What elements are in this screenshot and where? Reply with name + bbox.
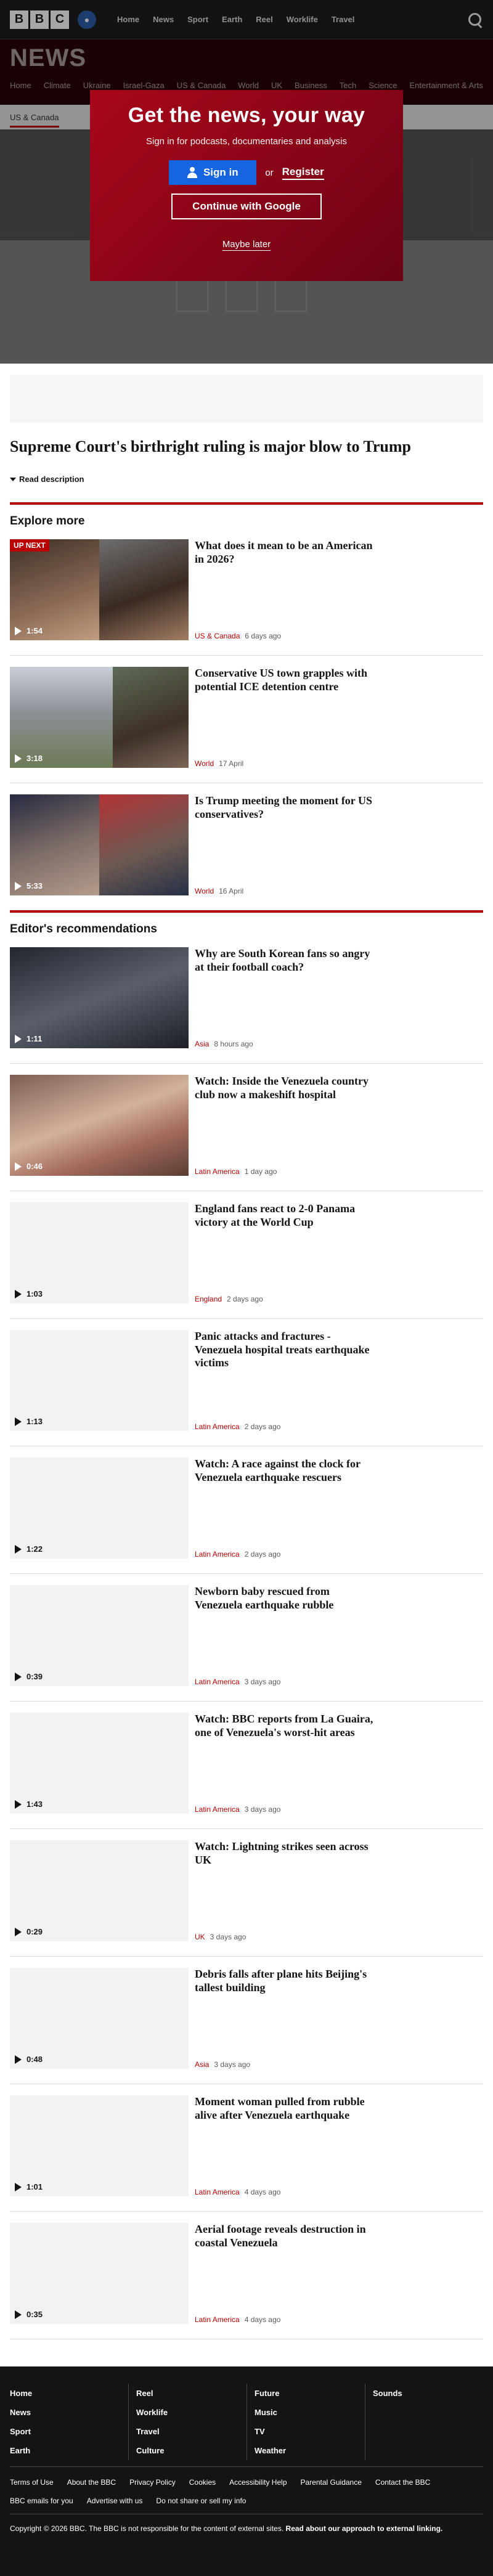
card-time: 4 days ago	[244, 2315, 281, 2324]
list-item[interactable]	[10, 1574, 483, 1702]
footer-legal-link[interactable]: Terms of Use	[10, 2478, 54, 2487]
list-item[interactable]	[10, 1702, 483, 1829]
duration-text: 0:39	[26, 1672, 43, 1681]
footer-link[interactable]: Weather	[255, 2446, 287, 2455]
video-thumbnail[interactable]	[10, 1585, 189, 1686]
card-tag[interactable]: UK	[195, 1933, 205, 1941]
card-meta	[195, 887, 243, 895]
card-time: 2 days ago	[244, 1422, 281, 1431]
card-meta	[195, 1677, 280, 1686]
copyright-text: Copyright © 2026 BBC. The BBC is not responsible for the content of external sites.	[10, 2524, 284, 2533]
card-time: 8 hours ago	[214, 1040, 253, 1048]
play-icon	[15, 2055, 22, 2064]
play-icon	[15, 882, 22, 891]
video-thumbnail[interactable]	[10, 1713, 189, 1814]
modal-title: Get the news, your way	[128, 104, 365, 127]
thumbnail-image	[99, 539, 189, 640]
card-body	[195, 1330, 373, 1431]
video-duration	[15, 881, 43, 891]
continue-with-google-button[interactable]: Continue with Google	[171, 194, 322, 219]
nav-reel[interactable]: Reel	[256, 15, 273, 24]
card-body	[195, 667, 373, 768]
editors-recommendations-title: Editor's recommendations	[10, 923, 157, 935]
news-logo[interactable]: NEWS	[10, 44, 86, 71]
play-icon	[15, 1800, 22, 1809]
player-placeholder	[10, 375, 483, 423]
duration-text: 0:48	[26, 2055, 43, 2064]
duration-text: 1:43	[26, 1800, 43, 1809]
card-title[interactable]: Watch: Lightning strikes seen across UK	[195, 1840, 369, 1866]
list-item[interactable]	[10, 1446, 483, 1574]
up-next-badge: UP NEXT	[10, 539, 49, 552]
duration-text: 3:18	[26, 754, 43, 763]
video-duration	[15, 626, 43, 635]
share-icon[interactable]	[176, 280, 208, 312]
footer-link[interactable]: Future	[255, 2389, 280, 2398]
footer-legal-link[interactable]: BBC emails for you	[10, 2497, 73, 2505]
footer-column	[10, 2384, 128, 2460]
card-body	[195, 539, 373, 640]
list-item[interactable]	[10, 2084, 483, 2212]
card-tag[interactable]: Latin America	[195, 2315, 240, 2324]
news-subnav	[0, 72, 493, 90]
register-link[interactable]: Register	[282, 166, 324, 180]
subnav-active-us-canada[interactable]: US & Canada	[10, 107, 59, 128]
card-body	[195, 1968, 373, 2069]
editors-recommendations-list	[0, 936, 493, 2339]
footer-link[interactable]: Earth	[10, 2446, 31, 2455]
subnav-item[interactable]: US & Canada	[176, 81, 226, 90]
video-thumbnail[interactable]	[10, 1968, 189, 2069]
search-icon[interactable]	[467, 12, 483, 28]
subnav-item[interactable]: Climate	[43, 81, 71, 90]
card-title[interactable]: Why are South Korean fans so angry at their football coach?	[195, 947, 370, 973]
site-footer	[0, 2366, 493, 2576]
card-meta	[195, 1040, 253, 1048]
play-icon	[15, 754, 22, 763]
card-tag[interactable]: Latin America	[195, 1550, 240, 1559]
duration-text: 1:13	[26, 1417, 43, 1426]
video-thumbnail[interactable]	[10, 947, 189, 1048]
list-item[interactable]	[10, 1829, 483, 1957]
card-time: 3 days ago	[214, 2060, 251, 2069]
subnav-item[interactable]: Tech	[339, 81, 357, 90]
card-tag[interactable]: Latin America	[195, 1805, 240, 1814]
card-body	[195, 1202, 373, 1303]
footer-column	[128, 2384, 246, 2460]
card-tag[interactable]: Latin America	[195, 1677, 240, 1686]
footer-nav	[0, 2366, 493, 2460]
duration-text: 1:22	[26, 1544, 43, 1554]
nav-earth[interactable]: Earth	[222, 15, 243, 24]
card-title[interactable]: Watch: BBC reports from La Guaira, one of Venezuela's worst-hit areas	[195, 1713, 373, 1738]
explore-more-list	[0, 528, 493, 910]
list-item[interactable]	[10, 2212, 483, 2339]
subnav-item[interactable]: Ukraine	[83, 81, 111, 90]
card-title[interactable]: Is Trump meeting the moment for US conservatives?	[195, 794, 372, 820]
footer-link[interactable]: Culture	[136, 2446, 165, 2455]
card-time: 17 April	[219, 759, 244, 768]
list-item[interactable]	[10, 1319, 483, 1446]
subnav-item[interactable]: UK	[271, 81, 283, 90]
footer-legal-link[interactable]: Advertise with us	[86, 2497, 143, 2505]
duration-text: 0:35	[26, 2310, 43, 2319]
external-linking-link[interactable]: Read about our approach to external linking.	[285, 2524, 443, 2533]
duration-text: 0:29	[26, 1927, 43, 1936]
footer-column	[365, 2384, 483, 2460]
card-time: 16 April	[219, 887, 244, 895]
card-tag[interactable]: World	[195, 759, 214, 768]
play-icon	[15, 1162, 22, 1171]
footer-link[interactable]: Sounds	[373, 2389, 402, 2398]
share-icons	[176, 280, 307, 312]
card-meta	[195, 1167, 277, 1176]
card-body	[195, 2095, 373, 2196]
video-duration	[15, 1034, 42, 1043]
play-icon	[15, 1545, 22, 1554]
person-icon	[187, 167, 197, 178]
read-description-toggle[interactable]	[0, 456, 493, 484]
video-duration	[15, 1800, 43, 1809]
thumbnail-image	[10, 667, 113, 768]
card-title[interactable]: Newborn baby rescued from Venezuela earthquake rubble	[195, 1585, 334, 1611]
card-body	[195, 1585, 373, 1686]
card-tag[interactable]: World	[195, 887, 214, 895]
card-title[interactable]: Debris falls after plane hits Beijing's tallest building	[195, 1968, 367, 1994]
card-title[interactable]: Conservative US town grapples with potential ICE detention centre	[195, 667, 368, 693]
duration-text: 0:46	[26, 1162, 43, 1171]
card-title[interactable]: Watch: Inside the Venezuela country club now a makeshift hospital	[195, 1075, 369, 1101]
list-item[interactable]	[10, 1957, 483, 2084]
video-thumbnail[interactable]	[10, 2095, 189, 2196]
play-icon	[15, 2310, 22, 2319]
subnav-item[interactable]: World	[238, 81, 259, 90]
subnav-item[interactable]: Science	[369, 81, 397, 90]
footer-link[interactable]: News	[10, 2408, 31, 2417]
play-icon	[15, 2183, 22, 2191]
footer-legal-link[interactable]: Parental Guidance	[300, 2478, 362, 2487]
video-duration	[15, 1672, 43, 1681]
card-time: 3 days ago	[244, 1805, 281, 1814]
footer-legal-link[interactable]: Do not share or sell my info	[156, 2497, 246, 2505]
card-body	[195, 2223, 373, 2324]
card-body	[195, 1713, 373, 1814]
play-icon	[15, 1928, 22, 1936]
video-thumbnail[interactable]	[10, 1202, 189, 1303]
share-icon[interactable]	[275, 280, 307, 312]
bbc-logo[interactable]	[10, 10, 69, 29]
copyright	[10, 2514, 483, 2543]
read-description-label: Read description	[19, 475, 84, 484]
card-meta	[195, 1933, 246, 1941]
nav-worklife[interactable]: Worklife	[286, 15, 318, 24]
card-meta	[195, 1295, 263, 1303]
card-tag[interactable]: Latin America	[195, 1422, 240, 1431]
or-text: or	[265, 167, 274, 178]
footer-legal-link[interactable]: About the BBC	[67, 2478, 116, 2487]
video-duration	[15, 1289, 43, 1298]
video-thumbnail[interactable]	[10, 1330, 189, 1431]
card-title[interactable]: Panic attacks and fractures - Venezuela hospital treats earthquake victims	[195, 1330, 370, 1369]
card-title[interactable]: Aerial footage reveals destruction in coastal Venezuela	[195, 2223, 366, 2249]
card-tag[interactable]: Asia	[195, 1040, 210, 1048]
play-icon	[15, 1035, 22, 1043]
subnav-item[interactable]: Home	[10, 81, 31, 90]
thumbnail-image	[113, 667, 189, 768]
card-meta	[195, 2060, 250, 2069]
list-item[interactable]	[10, 528, 483, 656]
modal-subtitle: Sign in for podcasts, documentaries and analysis	[145, 136, 347, 147]
card-title[interactable]: What does it mean to be an American in 2026?	[195, 539, 373, 565]
video-duration	[15, 1544, 43, 1554]
thumbnail-image	[99, 794, 189, 895]
nav-travel[interactable]: Travel	[331, 15, 355, 24]
logo-letter: C	[51, 10, 69, 29]
card-tag[interactable]: England	[195, 1295, 222, 1303]
video-duration	[15, 2310, 43, 2319]
card-time: 3 days ago	[244, 1677, 281, 1686]
card-meta	[195, 1422, 280, 1431]
duration-text: 1:01	[26, 2182, 43, 2191]
global-nav	[117, 15, 458, 24]
footer-legal-link[interactable]: Cookies	[189, 2478, 216, 2487]
list-item[interactable]	[10, 936, 483, 1064]
video-thumbnail[interactable]	[10, 1840, 189, 1941]
card-title[interactable]: England fans react to 2-0 Panama victory at the World Cup	[195, 1202, 356, 1228]
sign-in-label: Sign in	[203, 166, 238, 178]
list-item[interactable]	[10, 1064, 483, 1191]
card-time: 2 days ago	[244, 1550, 281, 1559]
card-body	[195, 947, 373, 1048]
subnav-item[interactable]: Entertainment & Arts	[409, 81, 483, 90]
global-header	[0, 0, 493, 39]
footer-legal-link[interactable]: Privacy Policy	[129, 2478, 176, 2487]
play-icon	[15, 1673, 22, 1681]
nav-home[interactable]: Home	[117, 15, 140, 24]
footer-legal-link[interactable]: Accessibility Help	[229, 2478, 287, 2487]
footer-legal-link[interactable]: Contact the BBC	[375, 2478, 431, 2487]
card-meta	[195, 2315, 280, 2324]
video-duration	[15, 2055, 43, 2064]
list-item[interactable]	[10, 656, 483, 783]
video-headline: Supreme Court's birthright ruling is major blow to Trump	[10, 438, 412, 455]
video-thumbnail[interactable]	[10, 2223, 189, 2324]
footer-legal-links	[10, 2466, 483, 2510]
maybe-later-link[interactable]: Maybe later	[222, 239, 271, 250]
card-body	[195, 794, 373, 895]
card-meta	[195, 2188, 280, 2196]
thumbnail-image	[10, 539, 99, 640]
card-tag[interactable]: Asia	[195, 2060, 210, 2069]
video-duration	[15, 1162, 43, 1171]
card-time: 2 days ago	[227, 1295, 263, 1303]
thumbnail-image	[10, 794, 99, 895]
list-item[interactable]	[10, 1191, 483, 1319]
card-tag[interactable]: US & Canada	[195, 632, 240, 640]
duration-text: 1:03	[26, 1289, 43, 1298]
share-icon[interactable]	[226, 280, 258, 312]
card-time: 3 days ago	[210, 1933, 246, 1941]
sign-in-modal	[90, 90, 403, 281]
duration-text: 5:33	[26, 881, 43, 891]
card-meta	[195, 1805, 280, 1814]
nav-news[interactable]: News	[153, 15, 174, 24]
footer-link[interactable]: TV	[255, 2427, 265, 2436]
footer-link[interactable]: Reel	[136, 2389, 153, 2398]
subnav-item[interactable]: Business	[295, 81, 327, 90]
subnav-item[interactable]: Israel-Gaza	[123, 81, 165, 90]
duration-text: 1:54	[26, 626, 43, 635]
footer-link[interactable]: Music	[255, 2408, 277, 2417]
card-meta	[195, 1550, 280, 1559]
video-duration	[15, 1417, 43, 1426]
card-tag[interactable]: Latin America	[195, 1167, 240, 1176]
video-duration	[15, 1927, 43, 1936]
card-body	[195, 1457, 373, 1559]
card-title[interactable]: Watch: A race against the clock for Venezuela earthquake rescuers	[195, 1457, 361, 1483]
footer-link[interactable]: Worklife	[136, 2408, 168, 2417]
card-meta	[195, 632, 281, 640]
play-icon	[15, 1290, 22, 1298]
logo-letter: B	[10, 10, 28, 29]
play-icon	[15, 627, 22, 635]
modal-actions	[90, 160, 403, 185]
card-meta	[195, 759, 243, 768]
card-tag[interactable]: Latin America	[195, 2188, 240, 2196]
video-thumbnail[interactable]	[10, 539, 189, 640]
video-duration	[15, 2182, 43, 2191]
card-time: 4 days ago	[244, 2188, 281, 2196]
footer-link[interactable]: Sport	[10, 2427, 31, 2436]
card-body	[195, 1075, 373, 1176]
card-body	[195, 1840, 373, 1941]
list-item[interactable]	[10, 783, 483, 910]
video-thumbnail[interactable]	[10, 1075, 189, 1176]
caret-down-icon	[10, 478, 16, 481]
logo-letter: B	[30, 10, 49, 29]
duration-text: 1:11	[26, 1034, 43, 1043]
video-duration	[15, 754, 43, 763]
video-thumbnail[interactable]	[10, 1457, 189, 1559]
card-time: 1 day ago	[244, 1167, 277, 1176]
card-time: 6 days ago	[245, 632, 282, 640]
card-title[interactable]: Moment woman pulled from rubble alive after Venezuela earthquake	[195, 2095, 365, 2121]
footer-link[interactable]: Travel	[136, 2427, 160, 2436]
main-content	[0, 375, 493, 2339]
video-thumbnail[interactable]	[10, 667, 189, 768]
explore-more-title: Explore more	[10, 515, 85, 528]
account-icon[interactable]: ●	[78, 10, 96, 29]
footer-link[interactable]: Home	[10, 2389, 33, 2398]
nav-sport[interactable]: Sport	[187, 15, 209, 24]
video-thumbnail[interactable]	[10, 794, 189, 895]
footer-column	[246, 2384, 365, 2460]
play-icon	[15, 1417, 22, 1426]
sign-in-button[interactable]	[169, 160, 256, 185]
